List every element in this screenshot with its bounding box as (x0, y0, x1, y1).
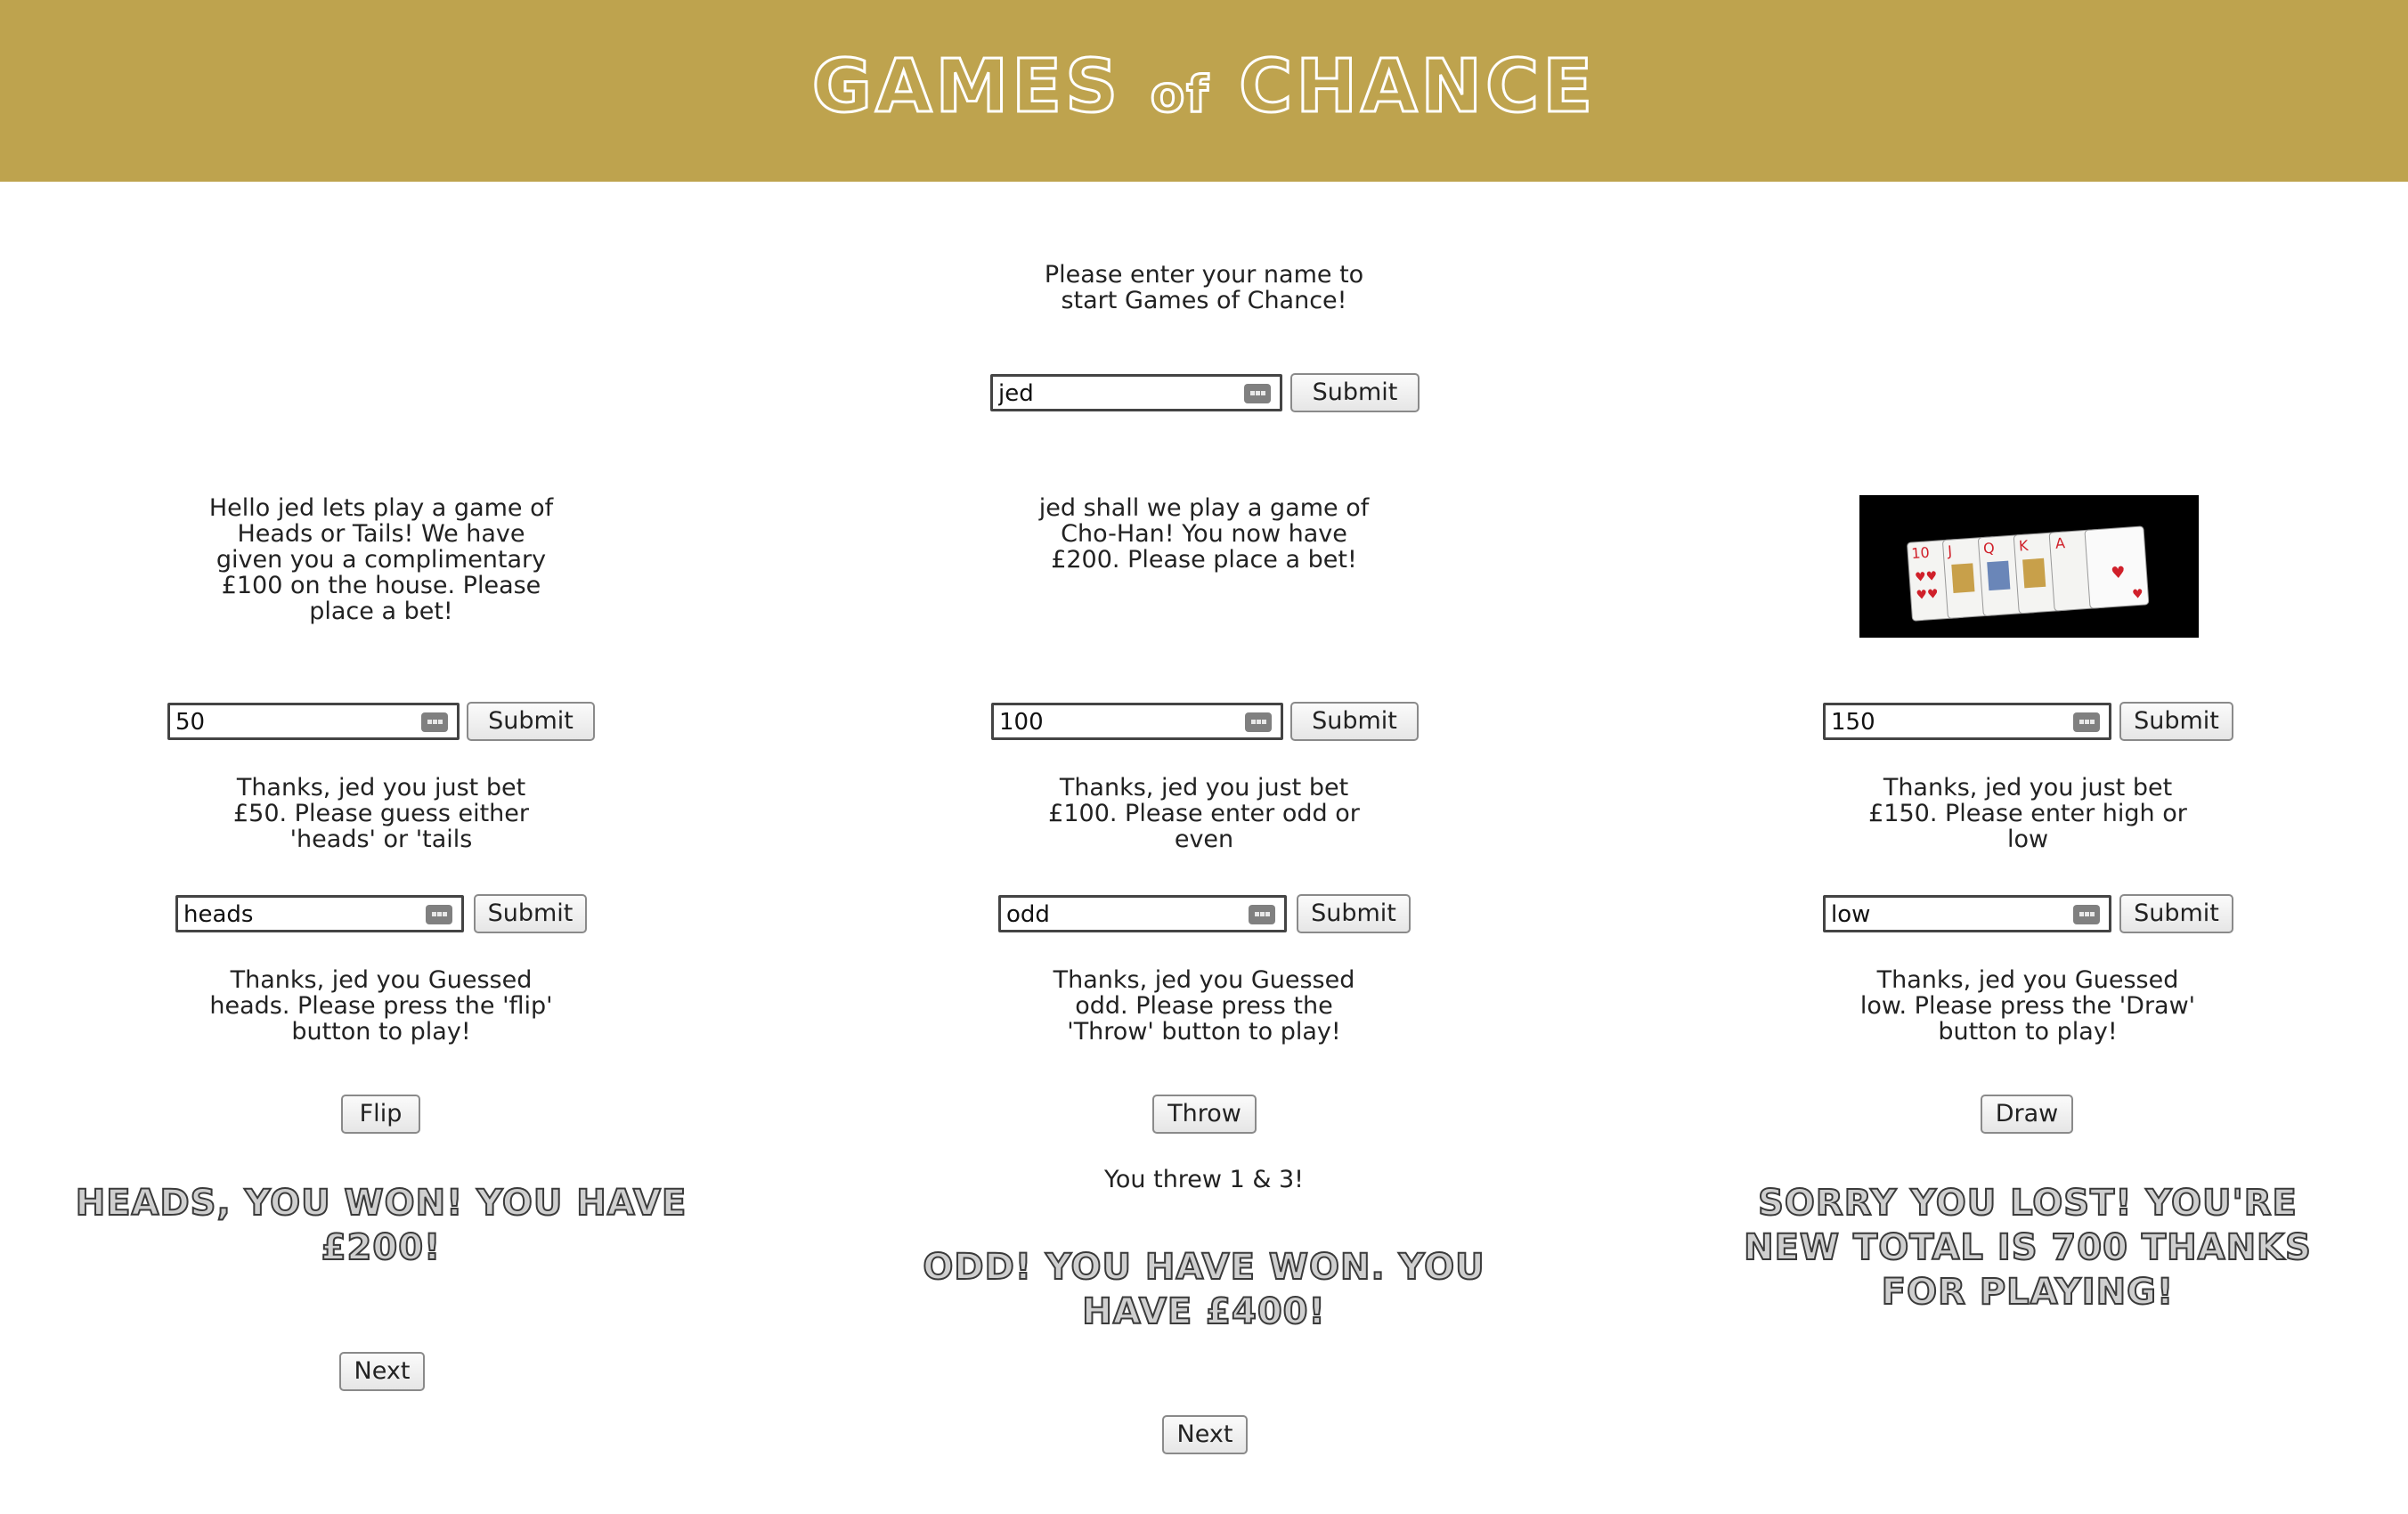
cho-han-bet-submit-button[interactable]: Submit (1290, 702, 1419, 741)
card-rank-k: K (2018, 536, 2030, 555)
high-low-bet-input[interactable] (1831, 707, 2070, 737)
royal-flush-cards-icon (1859, 495, 2199, 638)
cho-han-guess-input-box[interactable] (998, 895, 1287, 932)
draw-button[interactable]: Draw (1981, 1095, 2073, 1134)
cho-han-bet-input[interactable] (999, 707, 1241, 737)
high-low-bet-submit-button[interactable]: Submit (2119, 702, 2233, 741)
high-low-bet-confirm: Thanks, jed you just bet £150. Please enter high or low (1868, 774, 2187, 853)
cho-han-bet-input-box[interactable] (991, 703, 1283, 740)
card-rank-q: Q (1982, 539, 1996, 558)
high-low-bet-input-box[interactable] (1823, 703, 2111, 740)
svg-text:♥♥: ♥♥ (1916, 587, 1940, 603)
svg-text:♥: ♥ (2131, 587, 2144, 602)
heads-result: HEADS, YOU WON! YOU HAVE £200! (75, 1183, 687, 1268)
cho-han-intro: jed shall we play a game of Cho-Han! You now have £200. Please place a bet! (1038, 494, 1370, 574)
password-manager-key-icon[interactable] (1244, 384, 1271, 403)
heads-guess-submit-button[interactable]: Submit (474, 894, 587, 933)
password-manager-key-icon[interactable] (426, 905, 452, 924)
throw-result-text: You threw 1 & 3! (1103, 1166, 1304, 1193)
card-rank-10: 10 (1910, 543, 1931, 563)
high-low-guess-submit-button[interactable]: Submit (2119, 894, 2233, 933)
site-title: GAMES of CHANCE (811, 45, 1597, 129)
high-low-result: SORRY YOU LOST! YOU'RE NEW TOTAL IS 700 THANKS FOR PLAYING! (1744, 1183, 2312, 1313)
throw-button[interactable]: Throw (1152, 1095, 1257, 1134)
heads-guess-input[interactable] (183, 899, 422, 930)
cho-han-guess-input[interactable] (1006, 899, 1245, 930)
svg-text:♥♥: ♥♥ (1914, 569, 1938, 585)
cho-han-next-button[interactable]: Next (1162, 1415, 1248, 1454)
heads-bet-submit-button[interactable]: Submit (467, 702, 595, 741)
cho-han-guess-confirm: Thanks, jed you Guessed odd. Please press the 'Throw' button to play! (1053, 966, 1355, 1046)
heads-guess-input-box[interactable] (175, 895, 464, 932)
title-of: of (1150, 66, 1210, 124)
cho-han-bet-confirm: Thanks, jed you just bet £100. Please enter odd or even (1048, 774, 1360, 853)
password-manager-key-icon[interactable] (2073, 712, 2100, 732)
password-manager-key-icon[interactable] (421, 712, 448, 732)
heads-bet-input-box[interactable] (167, 703, 460, 740)
cho-han-result: ODD! YOU HAVE WON. YOU HAVE £400! (923, 1247, 1485, 1332)
name-submit-button[interactable]: Submit (1290, 373, 1420, 412)
card-rank-j: J (1947, 541, 1953, 560)
heads-next-button[interactable]: Next (339, 1352, 425, 1391)
cho-han-guess-submit-button[interactable]: Submit (1297, 894, 1411, 933)
password-manager-key-icon[interactable] (1245, 712, 1272, 732)
high-low-guess-input[interactable] (1831, 899, 2070, 930)
heads-guess-confirm: Thanks, jed you Guessed heads. Please press the 'flip' button to play! (209, 966, 553, 1046)
site-header (0, 0, 2408, 182)
password-manager-key-icon[interactable] (2073, 905, 2100, 924)
password-manager-key-icon[interactable] (1249, 905, 1275, 924)
svg-text:♥: ♥ (2110, 563, 2127, 583)
high-low-guess-confirm: Thanks, jed you Guessed low. Please press the 'Draw' button to play! (1859, 966, 2196, 1046)
playing-cards-image (1859, 495, 2199, 638)
card-rank-a: A (2054, 534, 2066, 552)
heads-tails-intro: Hello jed lets play a game of Heads or Tails! We have given you a complimentary £100 on the house. Please place a bet! (208, 494, 554, 625)
heads-bet-input[interactable] (175, 707, 418, 737)
name-prompt: Please enter your name to start Games of Chance! (1044, 261, 1364, 314)
flip-button[interactable]: Flip (341, 1095, 420, 1134)
name-input-box[interactable] (990, 374, 1282, 411)
heads-bet-confirm: Thanks, jed you just bet £50. Please guess either 'heads' or 'tails (232, 774, 529, 853)
name-input[interactable] (998, 378, 1241, 409)
high-low-guess-input-box[interactable] (1823, 895, 2111, 932)
